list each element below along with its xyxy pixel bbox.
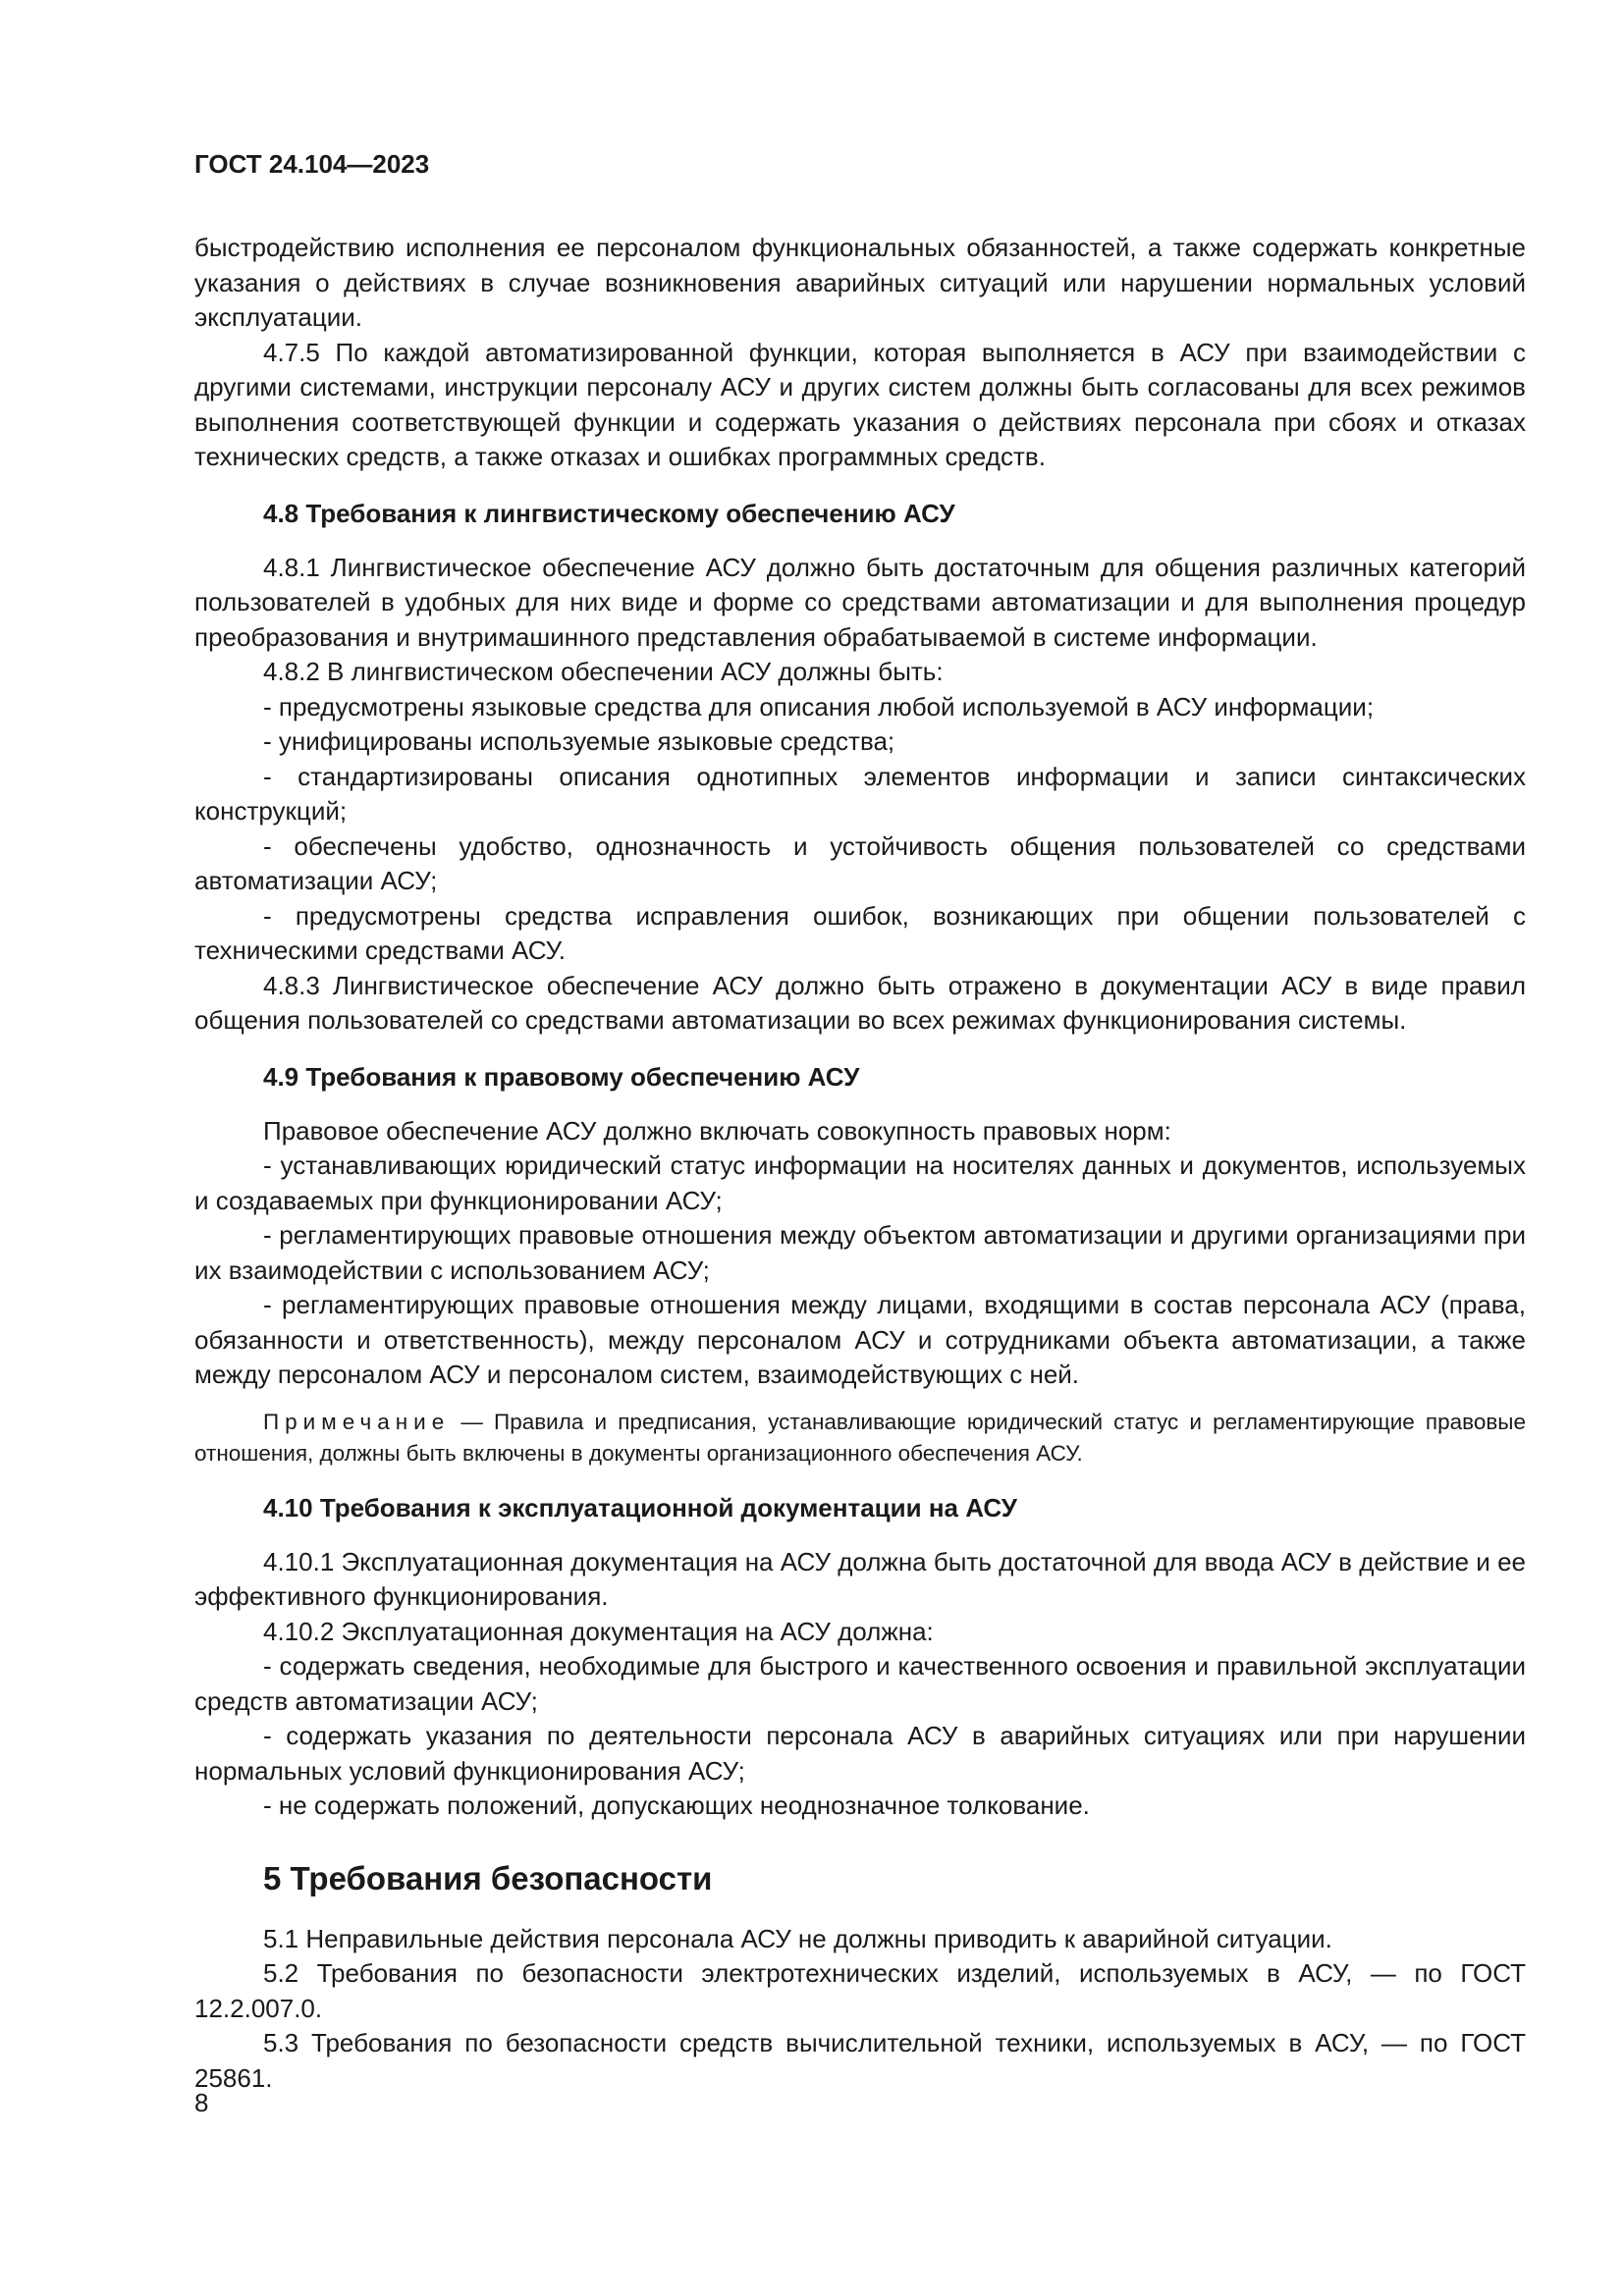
list-item: - не содержать положений, допускающих неоднозначное толкование.: [263, 1790, 1090, 1820]
list-item: - предусмотрены языковые средства для описания любой используемой в АСУ информации;: [263, 691, 1375, 721]
document-page: [194, 147, 1526, 2096]
paragraph: Правовое обеспечение АСУ должно включать совокупность правовых норм:: [263, 1115, 1171, 1146]
section-heading-4-10: 4.10 Требования к эксплуатационной документации на АСУ: [263, 1492, 1017, 1522]
list-item: - предусмотрены средства исправления ошибок, возникающих при общении пользователей с техническими средствами АСУ.: [194, 900, 1526, 965]
page-number: 8: [194, 2088, 209, 2117]
list-item: - стандартизированы описания однотипных элементов информации и записи синтаксических конструкций;: [194, 761, 1526, 826]
list-item: - содержать сведения, необходимые для быстрого и качественного освоения и правильной эксплуатации средств автоматизации АСУ;: [194, 1651, 1526, 1716]
clause-4-10-2: 4.10.2 Эксплуатационная документация на АСУ должна:: [263, 1616, 934, 1646]
section-heading-4-8: 4.8 Требования к лингвистическому обеспечению АСУ: [263, 498, 955, 528]
list-item: - содержать указания по деятельности персонала АСУ в аварийных ситуациях или при нарушении нормальных условий функционирования АСУ;: [194, 1721, 1526, 1786]
note-text: — Правила и предписания, устанавливающие юридический статус и регламентирующие правовые отношения, должны быть включены в документы организационного обеспечения АСУ.: [194, 1409, 1526, 1466]
clause-5-3: 5.3 Требования по безопасности средств вычислительной техники, используемых в АСУ, — по ГОСТ 25861.: [194, 2028, 1526, 2093]
section-heading-5: 5 Требования безопасности: [263, 1859, 713, 1896]
clause-4-8-2: 4.8.2 В лингвистическом обеспечении АСУ должны быть:: [263, 657, 944, 686]
document-header: ГОСТ 24.104—2023: [194, 149, 430, 179]
paragraph: быстродействию исполнения ее персоналом функциональных обязанностей, а также содержать конкретные указания о действиях в случае возникновения аварийных ситуаций или нарушении нормальных условий эксплуатации.: [194, 233, 1526, 332]
section-heading-4-9: 4.9 Требования к правовому обеспечению АСУ: [263, 1061, 860, 1092]
list-item: - устанавливающих юридический статус информации на носителях данных и документов, используемых и создаваемых при функционировании АСУ;: [194, 1150, 1526, 1215]
clause-4-8-1: 4.8.1 Лингвистическое обеспечение АСУ должно быть достаточным для общения различных категорий пользователей в удобных для них виде и форме со средствами автоматизации и для выполнения процедур преобразования и внутримашинного представления обрабатываемой в системе информации.: [194, 552, 1526, 652]
list-item: - обеспечены удобство, однозначность и устойчивость общения пользователей со средствами автоматизации АСУ;: [194, 830, 1526, 895]
note: [194, 1407, 1526, 1469]
clause-5-2: 5.2 Требования по безопасности электротехнических изделий, используемых в АСУ, — по ГОСТ 12.2.007.0.: [194, 1958, 1526, 2023]
clause-4-7-5: 4.7.5 По каждой автоматизированной функции, которая выполняется в АСУ при взаимодействии с другими системами, инструкции персоналу АСУ и других систем должны быть согласованы для всех режимов выполнения соответствующей функции и содержать указания о действиях персонала при сбоях и отказах технических средств, а также отказах и ошибках программных средств.: [194, 337, 1526, 471]
clause-4-10-1: 4.10.1 Эксплуатационная документация на АСУ должна быть достаточной для ввода АСУ в действие и ее эффективного функционирования.: [194, 1546, 1526, 1611]
list-item: - регламентирующих правовые отношения между лицами, входящими в состав персонала АСУ (права, обязанности и ответственность), между персоналом АСУ и сотрудниками объекта автоматизации, а также между персоналом АСУ и персоналом систем, взаимодействующих с ней.: [194, 1290, 1526, 1389]
clause-4-8-3: 4.8.3 Лингвистическое обеспечение АСУ должно быть отражено в документации АСУ в виде правил общения пользователей со средствами автоматизации во всех режимах функционирования системы.: [194, 970, 1526, 1035]
note-label: Примечание: [263, 1409, 451, 1434]
list-item: - регламентирующих правовые отношения между объектом автоматизации и другими организациями при их взаимодействии с использованием АСУ;: [194, 1220, 1526, 1285]
list-item: - унифицированы используемые языковые средства;: [263, 726, 895, 756]
clause-5-1: 5.1 Неправильные действия персонала АСУ не должны приводить к аварийной ситуации.: [263, 1923, 1332, 1953]
